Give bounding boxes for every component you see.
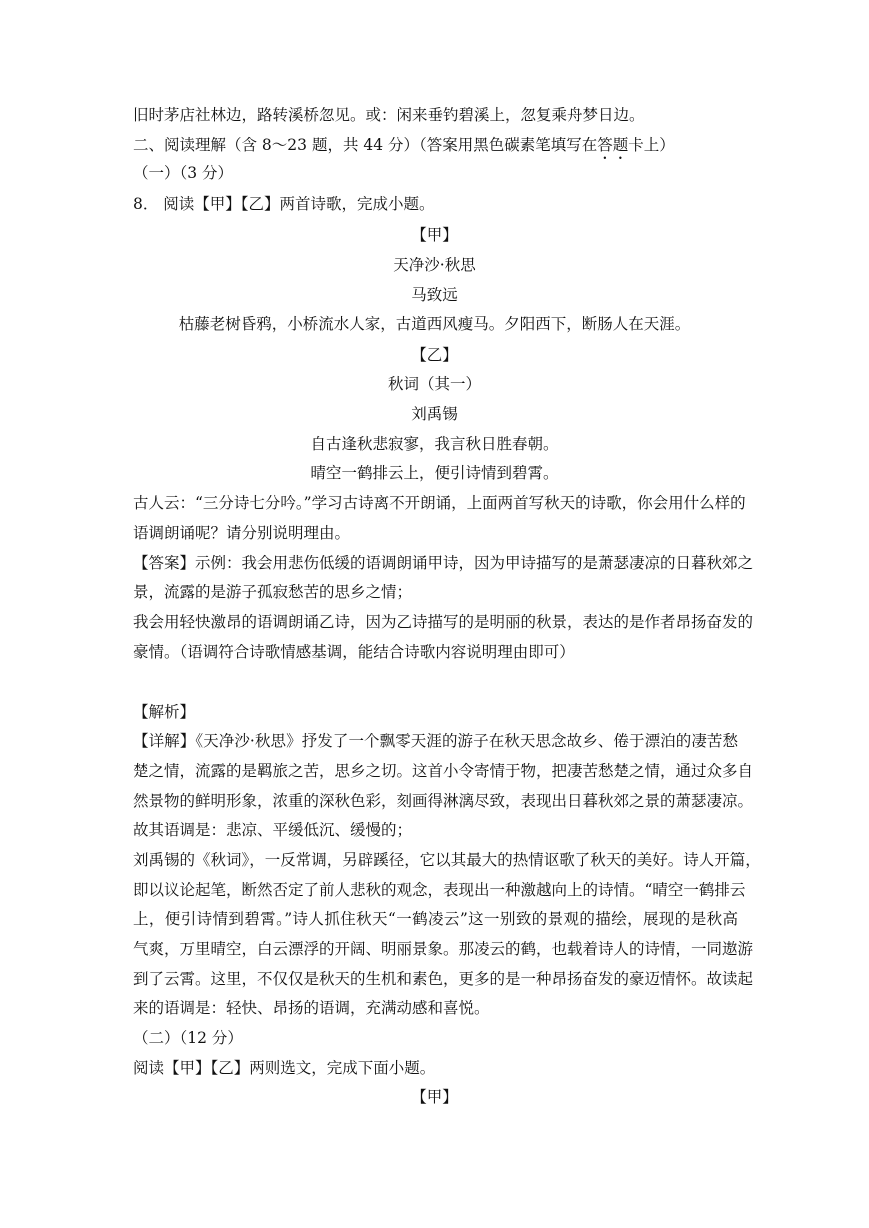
emphasis-dots-text: 答题	[597, 136, 629, 154]
analysis-line-6: 即以议论起笔，断然否定了前人悲秋的观念，表现出一种激越向上的诗情。“晴空一鹤排云	[133, 881, 746, 899]
section-heading	[133, 135, 738, 155]
section-heading-part-a: 二、阅读理解（含 8～23 题，共 44 分）（答案用黑色碳素笔填写在	[133, 136, 598, 154]
poem-b-label: 【乙】	[411, 346, 458, 364]
section-heading-part-b: 卡上）	[628, 136, 675, 154]
analysis-line-3: 然景物的鲜明形象，浓重的深秋色彩，刻画得淋漓尽致，表现出日暮秋郊之景的萧瑟凄凉。	[133, 792, 754, 810]
poem-a-text: 枯藤老树昏鸦，小桥流水人家，古道西风瘦马。夕阳西下，断肠人在天涯。	[178, 315, 691, 333]
analysis-line-7: 上，便引诗情到碧霄。”诗人抓住秋天“一鹤凌云”这一别致的景观的描绘，展现的是秋高	[133, 910, 738, 928]
poem-a-title: 天净沙·秋思	[393, 256, 476, 274]
analysis-label: 【解析】	[133, 703, 196, 721]
part-one-heading: （一）（3 分）	[133, 164, 234, 182]
part-two-prompt: 阅读【甲】【乙】两则选文，完成下面小题。	[133, 1059, 436, 1077]
poem-b-author: 刘禹锡	[411, 405, 458, 423]
analysis-line-2: 楚之情，流露的是羁旅之苦，思乡之切。这首小令寄情于物，把凄苦愁楚之情，通过众多自	[133, 762, 754, 780]
analysis-line-10: 来的语调是：轻快、昂扬的语调，充满动感和喜悦。	[133, 999, 490, 1017]
answer-line-2: 景，流露的是游子孤寂愁苦的思乡之情；	[133, 583, 413, 601]
part-two-heading: （二）（12 分）	[133, 1029, 243, 1047]
poem-a-author: 马致远	[411, 286, 458, 304]
question-text-line-2: 语调朗诵呢？请分别说明理由。	[133, 524, 351, 542]
analysis-line-9: 到了云霄。这里，不仅仅是秋天的生机和素色，更多的是一种昂扬奋发的豪迈情怀。故读起	[133, 970, 754, 988]
analysis-line-4: 故其语调是：悲凉、平缓低沉、缓慢的；	[133, 821, 413, 839]
poem-b-title: 秋词（其一）	[387, 375, 481, 393]
poem-b-line-1: 自古逢秋悲寂寥，我言秋日胜春朝。	[310, 435, 559, 453]
answer-line-4: 豪情。（语调符合诗歌情感基调，能结合诗歌内容说明理由即可）	[133, 643, 575, 661]
poem-b-line-2: 晴空一鹤排云上，便引诗情到碧霄。	[310, 464, 559, 482]
analysis-line-1: 【详解】《天净沙·秋思》抒发了一个飘零天涯的游子在秋天思念故乡、倦于漂泊的凄苦愁	[133, 732, 738, 750]
part-two-a-label: 【甲】	[411, 1088, 458, 1106]
analysis-line-8: 气爽，万里晴空，白云漂浮的开阔、明丽景象。那凌云的鹤，也载着诗人的诗情，一同遨游	[133, 940, 754, 958]
analysis-line-5: 刘禹锡的《秋词》，一反常调，另辟蹊径，它以其最大的热情讴歌了秋天的美好。诗人开篇，	[133, 851, 761, 869]
question-text-line-1: 古人云：“三分诗七分吟。”学习古诗离不开朗诵，上面两首写秋天的诗歌，你会用什么样的	[133, 494, 746, 512]
poem-line-top: 旧时茅店社林边，路转溪桥忽见。或：闲来垂钓碧溪上，忽复乘舟梦日边。	[133, 106, 645, 124]
question-8-prompt: 8． 阅读【甲】【乙】两首诗歌，完成小题。	[133, 195, 435, 213]
answer-line-1: 【答案】示例：我会用悲伤低缓的语调朗诵甲诗，因为甲诗描写的是萧瑟凄凉的日暮秋郊之	[133, 554, 754, 572]
answer-line-3: 我会用轻快激昂的语调朗诵乙诗，因为乙诗描写的是明丽的秋景，表达的是作者昂扬奋发的	[133, 613, 754, 631]
poem-a-label: 【甲】	[411, 226, 458, 244]
